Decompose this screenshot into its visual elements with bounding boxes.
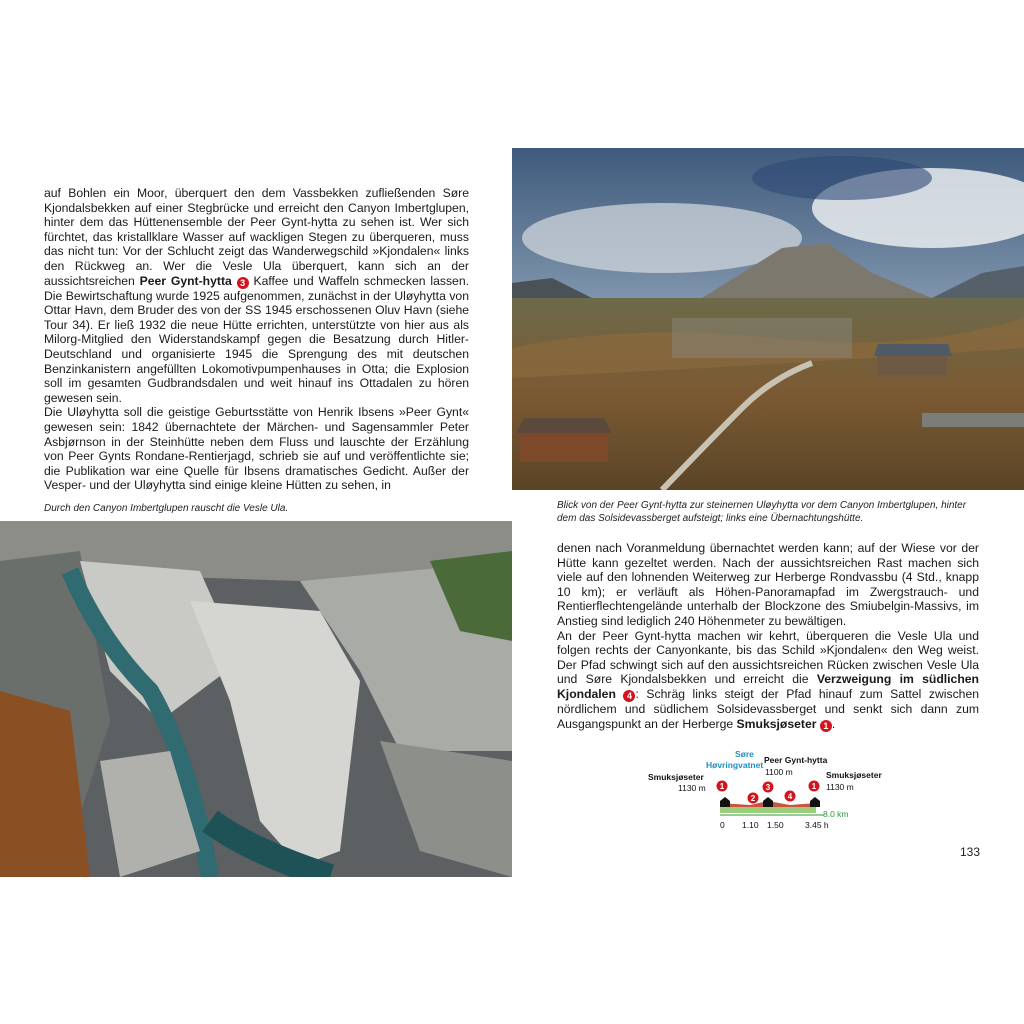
profile-peak-name: Peer Gynt-hytta [764, 755, 828, 765]
waypoint-marker: 4 [623, 690, 635, 702]
text-run: . [831, 716, 836, 731]
profile-marker: 1 [811, 782, 817, 791]
profile-lake-name-2: Høvringvatnet [706, 760, 764, 770]
profile-start-alt: 1130 m [678, 783, 706, 793]
photo-canyon-imbertglupen [0, 521, 512, 877]
paragraph: denen nach Voranmeldung übernachtet werden kann; auf der Wiese vor der Hütte kann gezeltet werden. Nach der aussichtsreichen Rast machen sich viele auf den lohnenden Weiterweg zur Herberge Rondvassbu (4 Std., knapp 10 km); er verläuft als Höhen-Panoramapfad im Zwergstrauch- und Rentierflechtengelände unterhalb der Blockzone des Smiubelgin-Massivs, im Anstieg sind lediglich 240 Höhenmeter zu bewältigen. [557, 541, 979, 628]
elevation-profile [640, 745, 900, 840]
profile-time-tick: 1.10 [742, 820, 759, 830]
profile-marker: 2 [750, 794, 756, 803]
paragraph [557, 629, 979, 732]
text-run: An der Peer Gynt-hytta machen wir kehrt, überqueren die Vesle Ula und folgen rechts der Canyonkante, bis das Schild »Kjondalen« den Weg weist. Der Pfad schwingt sich auf den aussichtsreichen Rücken zwischen Vesle Ula und Søre Kjondalsbekken und erreicht die [557, 628, 979, 687]
right-text-column [557, 541, 979, 732]
profile-marker: 4 [787, 792, 793, 801]
waypoint-name: Verzweigung im südlichen Kjondalen [557, 672, 980, 701]
photo-caption-right: Blick von der Peer Gynt-hytta zur steinernen Uløyhytta vor dem Canyon Imbertglupen, hinter dem das Solsidevassberget aufsteigt; links eine Übernachtungshütte. [557, 500, 967, 524]
profile-peak-alt: 1100 m [765, 767, 793, 777]
waypoint-marker: 1 [820, 720, 832, 732]
photo-peer-gynt-hytta-view [512, 148, 1024, 490]
waypoint-name: Smuksjøseter [736, 716, 817, 731]
profile-time-tick: 0 [720, 820, 725, 830]
profile-time-tick: 3.45 h [805, 820, 829, 830]
profile-lake-name-1: Søre [735, 749, 754, 759]
text-run: Kaffee und Waffeln schmecken lassen. Die Bewirtschaftung wurde 1925 aufgenommen, zunächst in der Uløyhytta von Ottar Havn, dem Bruder des von der SS 1945 erschossenen Oluv Havn (siehe Tour 34). Er ließ 1932 die neue Hütte errichten, unterstützte von hier aus als Milorg-Mitglied den Widerstandskampf gegen die Besatzung durch Hitler-Deutschland und organisierte 1945 die Sprengung des mit deutschen Benzinkanistern angefüllten Lokomotivpumpenhauses in Otta; die Explosion soll im gesamten Gudbrandsdalen und weit hinauf ins Ottadalen zu hören gewesen sein. [44, 273, 469, 405]
text-run: auf Bohlen ein Moor, überquert den dem Vassbekken zufließenden Søre Kjondalsbekken auf einer Stegbrücke und erreicht den Canyon Imbertglupen, hinter dem das Hüttenensemble der Peer Gynt-hytta zu sehen ist. Wer sich fürchtet, das kristallklare Wasser auf wackligen Stegen zu überqueren, muss das nicht tun: Vor der Schlucht zeigt das Wanderwegschild »Kjondalen« links den Rückweg an. Wer die Vesle Ula überquert, kann sich an der aussichtsreichen [44, 186, 469, 288]
photo-caption-left: Durch den Canyon Imbertglupen rauscht die Vesle Ula. [44, 503, 289, 514]
profile-end-name: Smuksjøseter [826, 770, 882, 780]
profile-time-tick: 1.50 [767, 820, 784, 830]
paragraph [44, 186, 469, 405]
profile-ground [720, 807, 816, 813]
text-run: : Schräg links steigt der Pfad hinauf zum Sattel zwischen nördlichem und südlichem Solsidevassberget und senkt sich dann zum Ausgangspunkt an der Herberge [557, 686, 979, 731]
paragraph: Die Uløyhytta soll die geistige Geburtsstätte von Henrik Ibsens »Peer Gynt« gewesen sein: 1842 übernachtete der Märchen- und Sagensammler Peter Asbjørnson in der Steinhütte neben dem Fluss und lauschte der Erzählung von Peer Gynts Rondane-Rentierjagd, schrieb sie auf und veröffentlichte sie; die Publikation war eine Quelle für Ibsens dramatisches Gedicht. Außer der Vesper- und der Uløyhytta sind einige kleine Hütten zu sehen, in [44, 405, 469, 493]
profile-marker: 3 [765, 783, 771, 792]
left-text-column [44, 186, 469, 493]
profile-distance: 8.0 km [823, 809, 849, 819]
page-number: 133 [960, 845, 981, 859]
profile-start-name: Smuksjøseter [648, 772, 704, 782]
waypoint-name: Peer Gynt-hytta [139, 273, 232, 288]
waypoint-marker: 3 [237, 277, 249, 289]
profile-end-alt: 1130 m [826, 782, 854, 792]
profile-marker: 1 [719, 782, 725, 791]
